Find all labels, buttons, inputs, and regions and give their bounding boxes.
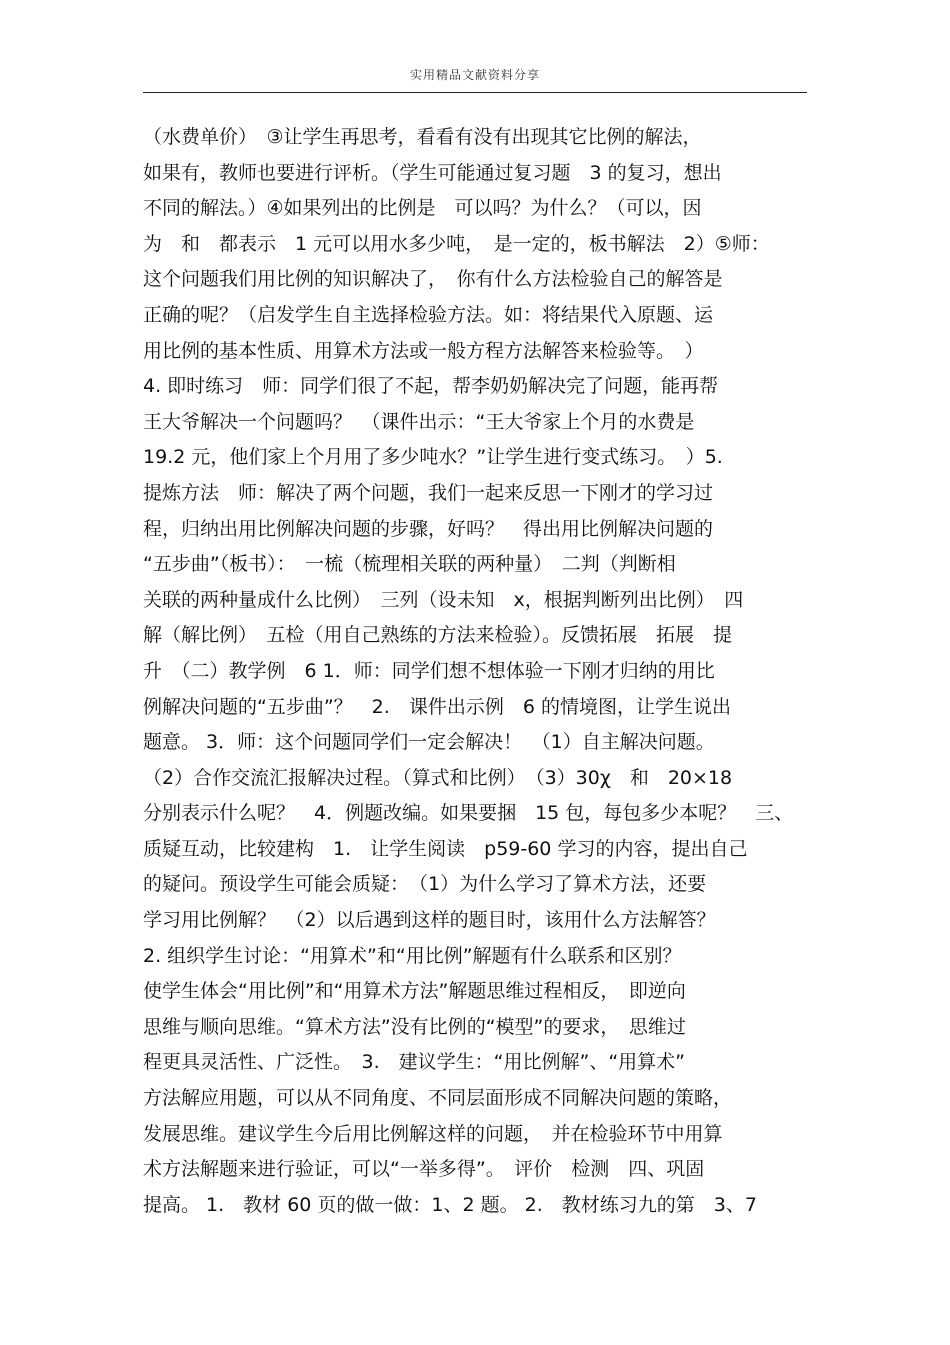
header-divider [143, 92, 807, 93]
text-line: 术方法解题来进行验证，可以“一举多得”。 评价 检测 四、巩固 [143, 1158, 705, 1181]
text-line: 学习用比例解？ （2）以后遇到这样的题目时，该用什么方法解答？ [143, 909, 716, 932]
text-line: 分别表示什么呢？ 4．例题改编。如果要捆 15 包，每包多少本呢？ 三、 [143, 802, 794, 825]
text-line: 19.2 元，他们家上个月用了多少吨水？”让学生进行变式练习。 ）5. [143, 446, 723, 469]
text-line: 升 （二）教学例 6 1．师：同学们想不想体验一下刚才归纳的用比 [143, 659, 715, 682]
text-line: 解（解比例） 五检（用自己熟练的方法来检验）。反馈拓展 拓展 提 [143, 624, 733, 647]
text-line: 为 和 都表示 1 元可以用水多少吨， 是一定的，板书解法 2）⑤师： [143, 232, 770, 255]
text-line: 如果有，教师也要进行评析。（学生可能通过复习题 3 的复习，想出 [143, 161, 722, 184]
text-line: 4. 即时练习 师：同学们很了不起，帮李奶奶解决完了问题，能再帮 [143, 375, 719, 398]
text-line: 思维与顺向思维。“算术方法”没有比例的“模型”的要求， 思维过 [143, 1015, 686, 1038]
text-line: 不同的解法。）④如果列出的比例是 可以吗？为什么？（可以，因 [143, 197, 702, 220]
text-line: 的疑问。预设学生可能会质疑： （1）为什么学习了算术方法，还要 [143, 873, 707, 896]
text-line: 程，归纳出用比例解决问题的步骤，好吗？ 得出用比例解决问题的 [143, 517, 714, 540]
text-line: 2. 组织学生讨论：“用算术”和“用比例”解题有什么联系和区别？ [143, 944, 682, 967]
text-line: （水费单价） ③让学生再思考，看看有没有出现其它比例的解法， [143, 126, 702, 148]
text-line: 方法解应用题，可以从不同角度、不同层面形成不同解决问题的策略， [143, 1087, 733, 1110]
text-line: 这个问题我们用比例的知识解决了， 你有什么方法检验自己的解答是 [143, 268, 723, 291]
body-text [143, 120, 833, 1223]
text-line: 程更具灵活性、广泛性。 3. 建议学生：“用比例解”、“用算术” [143, 1051, 686, 1074]
text-line: 使学生体会“用比例”和“用算术方法”解题思维过程相反， 即逆向 [143, 980, 686, 1003]
page-header-title: 实用精品文献资料分享 [409, 68, 540, 82]
text-line: 正确的呢？（启发学生自主选择检验方法。如：将结果代入原题、运 [143, 303, 714, 326]
text-line: 提炼方法 师：解决了两个问题，我们一起来反思一下刚才的学习过 [143, 481, 714, 504]
text-line: （2）合作交流汇报解决过程。（算式和比例） （3）30χ 和 20×18 [143, 766, 733, 789]
text-line: 发展思维。建议学生今后用比例解这样的问题， 并在检验环节中用算 [143, 1122, 723, 1145]
text-line: “五步曲”（板书）： 一梳（梳理相关联的两种量） 二判（判断相 [143, 553, 676, 576]
text-line: 关联的两种量成什么比例） 三列（设未知 x，根据判断列出比例） 四 [143, 588, 744, 611]
text-line: 例解决问题的“五步曲”？ 2. 课件出示例 6 的情境图，让学生说出 [143, 695, 731, 718]
text-line: 王大爷解决一个问题吗？ （课件出示：“王大爷家上个月的水费是 [143, 410, 695, 433]
text-line: 提高。 1. 教材 60 页的做一做：1、2 题。 2. 教材练习九的第 3、7 [143, 1193, 757, 1216]
text-line: 用比例的基本性质、用算术方法或一般方程方法解答来检验等。 ） [143, 339, 704, 362]
text-line: 题意。 3．师：这个问题同学们一定会解决！ （1）自主解决问题。 [143, 731, 715, 754]
text-line: 质疑互动，比较建构 1. 让学生阅读 p59-60 学习的内容，提出自己 [143, 837, 748, 860]
